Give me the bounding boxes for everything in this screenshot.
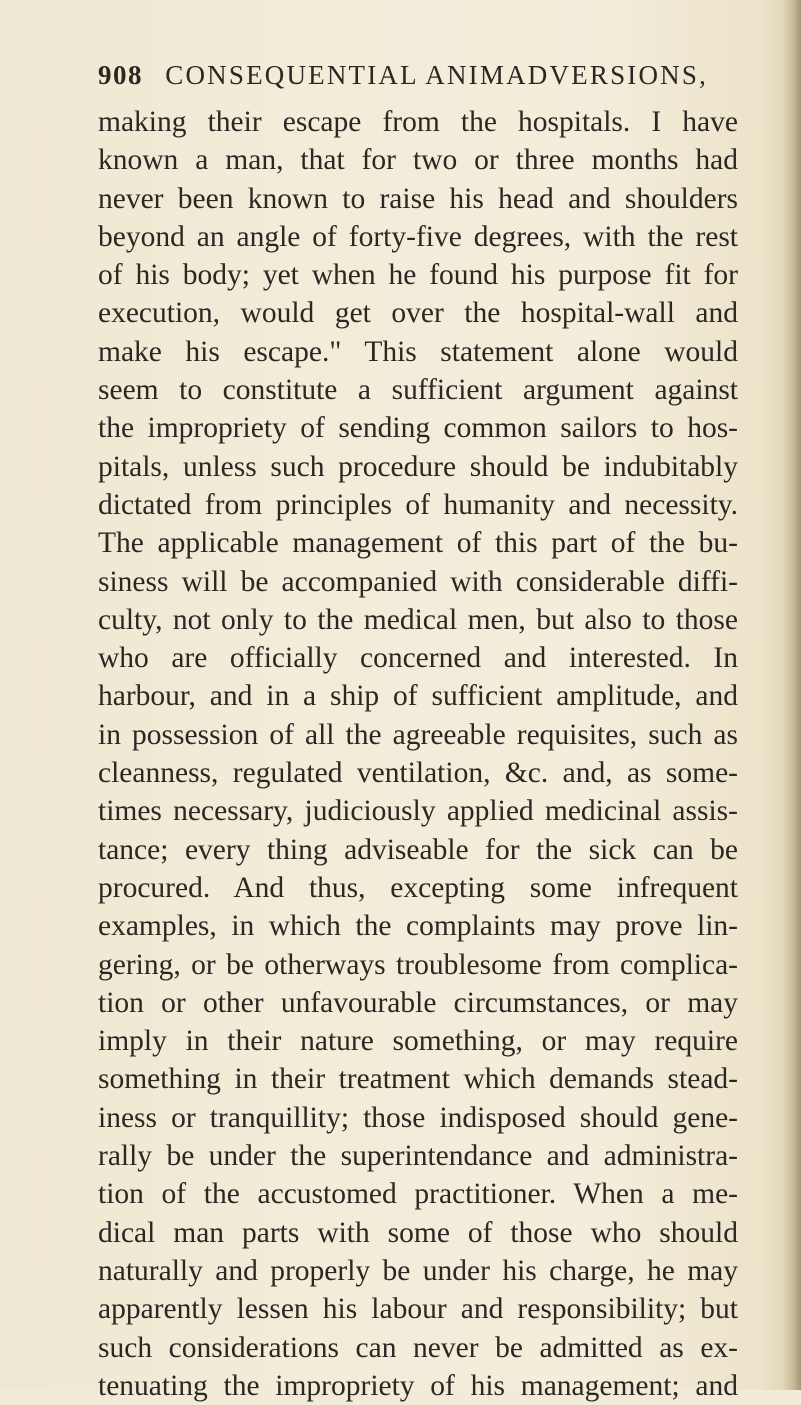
text-line: tion or other unfavourable circumstances, or may — [98, 986, 738, 1019]
text-line: pitals, unless such procedure should be indubitably — [98, 450, 738, 483]
text-line: gering, or be otherways troublesome from complica- — [98, 948, 738, 981]
text-line: apparently lessen his labour and responsibility; but — [98, 1293, 738, 1326]
text-line: the impropriety of sending common sailors to hos- — [98, 412, 738, 445]
text-line: dical man parts with some of those who should — [98, 1216, 738, 1249]
text-line: something in their treatment which demands stead- — [98, 1063, 738, 1096]
text-line: such considerations can never be admitted as ex- — [98, 1331, 738, 1364]
text-line: culty, not only to the medical men, but also to those — [98, 603, 738, 636]
text-line: of his body; yet when he found his purpose fit for — [98, 259, 738, 292]
text-line: tance; every thing adviseable for the sick can be — [98, 833, 738, 866]
text-line: execution, would get over the hospital-wall and — [98, 297, 738, 330]
text-line: examples, in which the complaints may prove lin- — [98, 910, 738, 943]
text-line: beyond an angle of forty-five degrees, with the rest — [98, 220, 738, 253]
text-line: harbour, and in a ship of sufficient amplitude, and — [98, 680, 738, 713]
text-line: known a man, that for two or three months had — [98, 144, 738, 177]
text-line: tion of the accustomed practitioner. When a me- — [98, 1178, 738, 1211]
text-line: making their escape from the hospitals. I have — [98, 106, 738, 138]
text-line: in possession of all the agreeable requisites, such as — [98, 718, 738, 751]
text-line: siness will be accompanied with considerable diffi- — [98, 565, 738, 598]
text-line: seem to constitute a sufficient argument against — [98, 374, 738, 407]
text-line: imply in their nature something, or may require — [98, 1025, 738, 1058]
text-line: The applicable management of this part of the bu- — [98, 527, 738, 560]
text-line: procured. And thus, excepting some infrequent — [98, 871, 738, 904]
page-number: 908 — [98, 60, 143, 90]
text-line: iness or tranquillity; those indisposed should gene- — [98, 1101, 738, 1134]
running-title: CONSEQUENTIAL ANIMADVERSIONS, — [165, 60, 709, 90]
page-edge-shadow — [783, 0, 801, 1390]
text-line: never been known to raise his head and shoulders — [98, 182, 738, 215]
text-line: who are officially concerned and interested. In — [98, 642, 738, 675]
text-line: naturally and properly be under his charge, he may — [98, 1254, 738, 1287]
running-head — [98, 60, 738, 94]
text-line: cleanness, regulated ventilation, &c. and, as some- — [98, 757, 738, 790]
text-line: make his escape." This statement alone would — [98, 335, 738, 368]
text-line: dictated from principles of humanity and necessity. — [98, 488, 738, 521]
text-line: tenuating the impropriety of his management; and — [98, 1369, 738, 1402]
body-text — [98, 103, 738, 1405]
text-line: rally be under the superintendance and administra- — [98, 1140, 738, 1173]
text-line: times necessary, judiciously applied medicinal assis- — [98, 795, 738, 828]
